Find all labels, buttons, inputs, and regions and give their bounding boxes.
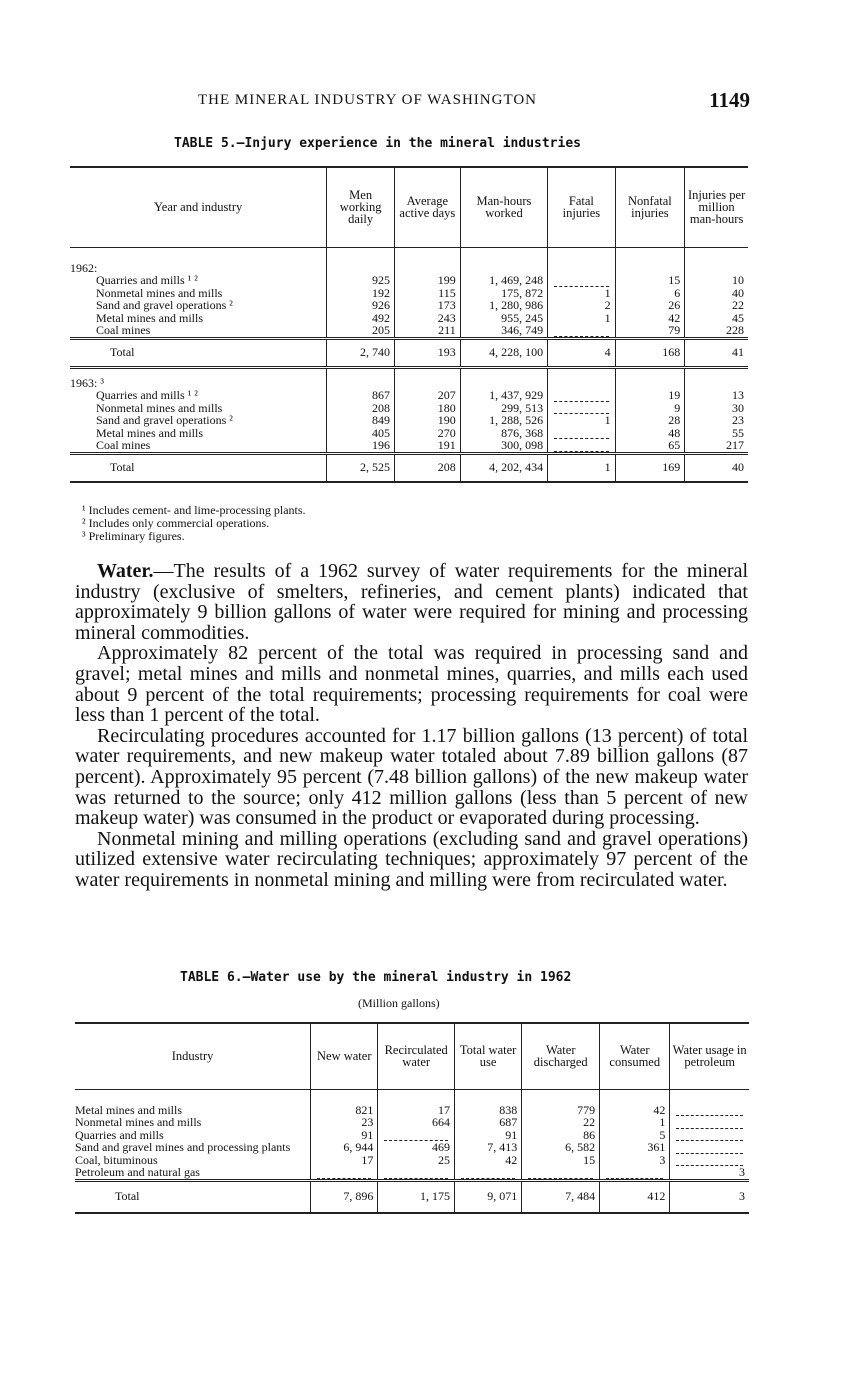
dash-leader <box>554 280 608 287</box>
t5-cell-rate: 217 <box>685 439 748 453</box>
t5-cell-men: 196 <box>327 439 395 453</box>
t6-cell-petroleum <box>670 1141 749 1154</box>
industry-label: Quarries and mills ¹ ² <box>96 388 198 402</box>
t5-cell-rate: 30 <box>685 402 748 415</box>
t6-row <box>75 1166 749 1180</box>
t5-cell-hours: 955, 245 <box>460 312 547 325</box>
t5-cell-men: 405 <box>327 427 395 440</box>
t5-total-hours: 4, 228, 100 <box>460 338 547 367</box>
dash-leader <box>554 432 608 439</box>
paragraph-1-text: —The results of a 1962 survey of water requirements for the mineral industry (exclusive of smelters, refineries, and cement plants) indicated that approximately 9 billion gallons of water were required for mining and processing mineral commodities. <box>75 560 748 644</box>
page-number: 1149 <box>709 88 750 112</box>
industry-label: Nonmetal mines and mills <box>75 1115 202 1129</box>
t6-industry-cell <box>75 1089 311 1116</box>
t5-cell-days: 191 <box>394 439 460 453</box>
t5-cell-nonfatal: 42 <box>615 312 685 325</box>
t5-total-label: Total <box>70 338 327 367</box>
table6-subcaption: (Million gallons) <box>358 996 440 1010</box>
t5-total-rate: 41 <box>685 338 748 367</box>
industry-label: Metal mines and mills <box>96 310 203 325</box>
t5-empty-cell <box>685 247 748 274</box>
t6-col-recirc: Recirculated water <box>378 1023 455 1089</box>
t6-cell-discharged: 779 <box>522 1089 600 1116</box>
t5-empty-cell <box>460 367 547 389</box>
paragraph-2: Approximately 82 percent of the total was required in processing sand and gravel; metal mines and mills and nonmetal mines, quarries, and mills each used about 9 percent of the total requirements; processing requirements for coal were less than 1 percent of the total. <box>75 642 748 727</box>
industry-label: Metal mines and mills <box>75 1102 182 1117</box>
t5-cell-hours: 1, 280, 986 <box>460 299 547 312</box>
t6-total-petroleum: 3 <box>670 1180 749 1213</box>
t5-total-fatal: 1 <box>548 453 615 482</box>
dash-leader <box>554 395 608 402</box>
t5-cell-rate: 10 <box>685 274 748 287</box>
t5-year-row <box>70 367 748 389</box>
industry-label: Petroleum and natural gas <box>75 1165 200 1179</box>
t5-year-label: 1962: <box>70 260 98 275</box>
footnote-3: ³ Preliminary figures. <box>82 529 185 543</box>
t5-total-days: 193 <box>394 338 460 367</box>
t5-cell-rate: 228 <box>685 324 748 338</box>
t5-total-men: 2, 525 <box>327 453 395 482</box>
t5-cell-men: 926 <box>327 299 395 312</box>
industry-label: Nonmetal mines and mills <box>96 400 223 415</box>
industry-label: Sand and gravel mines and processing plants <box>75 1140 291 1154</box>
t5-cell-fatal: 1 <box>548 414 615 427</box>
t5-cell-rate: 40 <box>685 287 748 300</box>
t5-cell-fatal: 2 <box>548 299 615 312</box>
industry-label: Coal mines <box>96 438 151 452</box>
t6-col-new: New water <box>311 1023 378 1089</box>
paragraph-4: Nonmetal mining and milling operations (excluding sand and gravel operations) utilized extensive water recirculating techniques; approximately 97 percent of the water requirements in nonmetal mining and milling were from recirculated water. <box>75 827 748 891</box>
t6-cell-consumed: 5 <box>600 1129 670 1142</box>
t6-cell-new: 6, 944 <box>311 1141 378 1154</box>
t5-cell-days: 190 <box>394 414 460 427</box>
t5-total-fatal: 4 <box>548 338 615 367</box>
t6-row <box>75 1089 749 1116</box>
t6-col-consumed: Water consumed <box>600 1023 670 1089</box>
t6-cell-recirc: 17 <box>378 1089 455 1116</box>
footnotes <box>82 504 306 543</box>
t5-cell-men: 849 <box>327 414 395 427</box>
dash-leader <box>606 1172 663 1179</box>
t5-empty-cell <box>548 247 615 274</box>
t5-total-men: 2, 740 <box>327 338 395 367</box>
t6-col-total: Total water use <box>454 1023 521 1089</box>
t6-cell-discharged: 6, 582 <box>522 1141 600 1154</box>
t5-cell-days: 199 <box>394 274 460 287</box>
t5-cell-days: 211 <box>394 324 460 338</box>
footnote-2: ² Includes only commercial operations. <box>82 516 270 530</box>
t6-cell-consumed <box>600 1166 670 1180</box>
paragraph-3: Recirculating procedures accounted for 1.17 billion gallons (13 percent) of total water requirements, and new makeup water totaled about 7.89 billion gallons (87 percent). Approximately 95 percent (7.48 billion gallons) of the new makeup water was returned to the source; only 412 million gallons (less than 5 percent of new makeup water) was consumed in the product or evaporated during processing. <box>75 724 748 830</box>
t6-total-label: Total <box>75 1180 311 1213</box>
t5-total-nonfatal: 169 <box>615 453 685 482</box>
t5-cell-rate: 45 <box>685 312 748 325</box>
t5-cell-fatal <box>548 427 615 440</box>
t5-col-rate: Injuries per million man-hours <box>685 167 748 247</box>
t6-total-consumed: 412 <box>600 1180 670 1213</box>
t6-cell-recirc: 25 <box>378 1154 455 1167</box>
t6-cell-total: 7, 413 <box>454 1141 521 1154</box>
industry-label: Sand and gravel operations ² <box>96 413 233 427</box>
t6-cell-petroleum <box>670 1154 749 1167</box>
t5-year-row <box>70 247 748 274</box>
dash-leader <box>461 1172 515 1179</box>
t6-cell-consumed: 42 <box>600 1089 670 1116</box>
running-title: THE MINERAL INDUSTRY OF WASHINGTON <box>198 92 538 108</box>
t5-cell-hours: 1, 469, 248 <box>460 274 547 287</box>
t5-cell-nonfatal: 15 <box>615 274 685 287</box>
t6-cell-discharged: 86 <box>522 1129 600 1142</box>
t6-cell-discharged: 22 <box>522 1116 600 1129</box>
t6-cell-consumed: 361 <box>600 1141 670 1154</box>
t5-col-nonfatal: Nonfatal injuries <box>615 167 685 247</box>
t6-cell-petroleum <box>670 1089 749 1116</box>
t5-cell-days: 207 <box>394 389 460 402</box>
body-text <box>75 561 748 891</box>
t5-cell-fatal <box>548 439 615 453</box>
t5-cell-hours: 175, 872 <box>460 287 547 300</box>
dash-leader <box>384 1172 448 1179</box>
t5-empty-cell <box>327 367 395 389</box>
t6-cell-petroleum <box>670 1116 749 1129</box>
t6-row <box>75 1141 749 1154</box>
t5-cell-days: 115 <box>394 287 460 300</box>
dash-leader <box>676 1159 743 1166</box>
t6-cell-discharged: 15 <box>522 1154 600 1167</box>
t5-col-hours: Man-hours worked <box>460 167 547 247</box>
t6-cell-new: 821 <box>311 1089 378 1116</box>
t6-total-discharged: 7, 484 <box>522 1180 600 1213</box>
t6-total-new: 7, 896 <box>311 1180 378 1213</box>
t5-cell-hours: 876, 368 <box>460 427 547 440</box>
t5-cell-rate: 22 <box>685 299 748 312</box>
t5-empty-cell <box>615 367 685 389</box>
t5-cell-days: 173 <box>394 299 460 312</box>
t5-row <box>70 439 748 453</box>
t6-cell-discharged <box>522 1166 600 1180</box>
t5-cell-nonfatal: 48 <box>615 427 685 440</box>
t5-cell-fatal: 1 <box>548 287 615 300</box>
t6-cell-total <box>454 1166 521 1180</box>
t5-empty-cell <box>685 367 748 389</box>
t6-cell-consumed: 3 <box>600 1154 670 1167</box>
t5-row <box>70 324 748 338</box>
t5-row <box>70 427 748 440</box>
t5-total-nonfatal: 168 <box>615 338 685 367</box>
t5-empty-cell <box>327 247 395 274</box>
t6-cell-recirc <box>378 1166 455 1180</box>
table6-caption: TABLE 6.—Water use by the mineral industry in 1962 <box>180 970 572 985</box>
t5-cell-fatal: 1 <box>548 312 615 325</box>
industry-label: Metal mines and mills <box>96 425 203 440</box>
footnote-1: ¹ Includes cement- and lime-processing plants. <box>82 503 306 517</box>
t5-empty-cell <box>548 367 615 389</box>
dash-leader <box>528 1172 593 1179</box>
t5-year-label: 1963: ³ <box>70 375 104 390</box>
t6-total-row <box>75 1180 749 1213</box>
industry-label: Quarries and mills ¹ ² <box>96 273 198 287</box>
t5-empty-cell <box>394 247 460 274</box>
table5-caption: TABLE 5.—Injury experience in the mineral industries <box>174 136 581 151</box>
running-header <box>198 88 750 114</box>
t6-cell-recirc: 664 <box>378 1116 455 1129</box>
t6-cell-total: 838 <box>454 1089 521 1116</box>
t6-cell-recirc: 469 <box>378 1141 455 1154</box>
t5-cell-hours: 1, 288, 526 <box>460 414 547 427</box>
dash-leader <box>554 445 608 452</box>
t5-col-men: Men working daily <box>327 167 395 247</box>
t6-cell-new: 23 <box>311 1116 378 1129</box>
industry-label: Coal mines <box>96 323 151 337</box>
t5-total-rate: 40 <box>685 453 748 482</box>
t5-cell-days: 270 <box>394 427 460 440</box>
table6 <box>75 1022 749 1214</box>
t5-total-row <box>70 338 748 367</box>
t5-cell-men: 205 <box>327 324 395 338</box>
t5-col-days: Average active days <box>394 167 460 247</box>
t6-cell-total: 91 <box>454 1129 521 1142</box>
t5-cell-rate: 23 <box>685 414 748 427</box>
industry-label: Coal, bituminous <box>75 1152 158 1167</box>
t5-cell-men: 867 <box>327 389 395 402</box>
t5-cell-nonfatal: 65 <box>615 439 685 453</box>
t6-cell-petroleum: 3 <box>670 1166 749 1180</box>
t5-cell-nonfatal: 26 <box>615 299 685 312</box>
t5-industry-cell <box>70 439 327 453</box>
dash-leader <box>676 1109 743 1116</box>
dash-leader <box>554 407 608 414</box>
t6-cell-consumed: 1 <box>600 1116 670 1129</box>
dash-leader <box>676 1147 743 1154</box>
t6-cell-new <box>311 1166 378 1180</box>
t6-cell-total: 42 <box>454 1154 521 1167</box>
t6-col-industry: Industry <box>75 1023 311 1089</box>
t5-cell-days: 243 <box>394 312 460 325</box>
paragraph-water <box>75 561 748 643</box>
t5-empty-cell <box>460 247 547 274</box>
industry-label: Quarries and mills <box>75 1127 164 1142</box>
t5-cell-fatal <box>548 324 615 338</box>
t6-cell-new: 91 <box>311 1129 378 1142</box>
industry-label: Nonmetal mines and mills <box>96 285 223 300</box>
dash-leader <box>676 1122 743 1129</box>
t6-row <box>75 1116 749 1129</box>
t5-col-fatal: Fatal injuries <box>548 167 615 247</box>
t5-cell-men: 208 <box>327 402 395 415</box>
t5-cell-fatal <box>548 274 615 287</box>
t5-total-hours: 4, 202, 434 <box>460 453 547 482</box>
table5 <box>70 166 748 483</box>
dash-leader <box>554 330 608 337</box>
t5-cell-men: 192 <box>327 287 395 300</box>
t5-cell-men: 925 <box>327 274 395 287</box>
t5-col-industry: Year and industry <box>70 167 327 247</box>
t5-cell-hours: 299, 513 <box>460 402 547 415</box>
t5-cell-nonfatal: 28 <box>615 414 685 427</box>
t5-total-days: 208 <box>394 453 460 482</box>
dash-leader <box>317 1172 371 1179</box>
t5-cell-fatal <box>548 389 615 402</box>
t5-cell-nonfatal: 9 <box>615 402 685 415</box>
t5-cell-hours: 346, 749 <box>460 324 547 338</box>
t5-empty-cell <box>615 247 685 274</box>
t5-cell-hours: 300, 098 <box>460 439 547 453</box>
t5-industry-cell <box>70 324 327 338</box>
t5-cell-hours: 1, 437, 929 <box>460 389 547 402</box>
t6-total-recirc: 1, 175 <box>378 1180 455 1213</box>
t6-col-petroleum: Water usage in petroleum <box>670 1023 749 1089</box>
t6-cell-total: 687 <box>454 1116 521 1129</box>
t5-cell-rate: 55 <box>685 427 748 440</box>
dash-leader <box>676 1134 743 1141</box>
t6-col-discharged: Water discharged <box>522 1023 600 1089</box>
t5-total-row <box>70 453 748 482</box>
t5-row <box>70 312 748 325</box>
t5-total-label: Total <box>70 453 327 482</box>
t6-cell-new: 17 <box>311 1154 378 1167</box>
t5-cell-days: 180 <box>394 402 460 415</box>
t5-cell-men: 492 <box>327 312 395 325</box>
water-run-in-heading: Water. <box>97 560 154 582</box>
t5-cell-rate: 13 <box>685 389 748 402</box>
t6-total-total: 9, 071 <box>454 1180 521 1213</box>
t5-cell-nonfatal: 79 <box>615 324 685 338</box>
t5-empty-cell <box>394 367 460 389</box>
t5-cell-nonfatal: 6 <box>615 287 685 300</box>
t6-cell-petroleum <box>670 1129 749 1142</box>
t5-cell-nonfatal: 19 <box>615 389 685 402</box>
t6-industry-cell <box>75 1166 311 1180</box>
industry-label: Sand and gravel operations ² <box>96 298 233 312</box>
